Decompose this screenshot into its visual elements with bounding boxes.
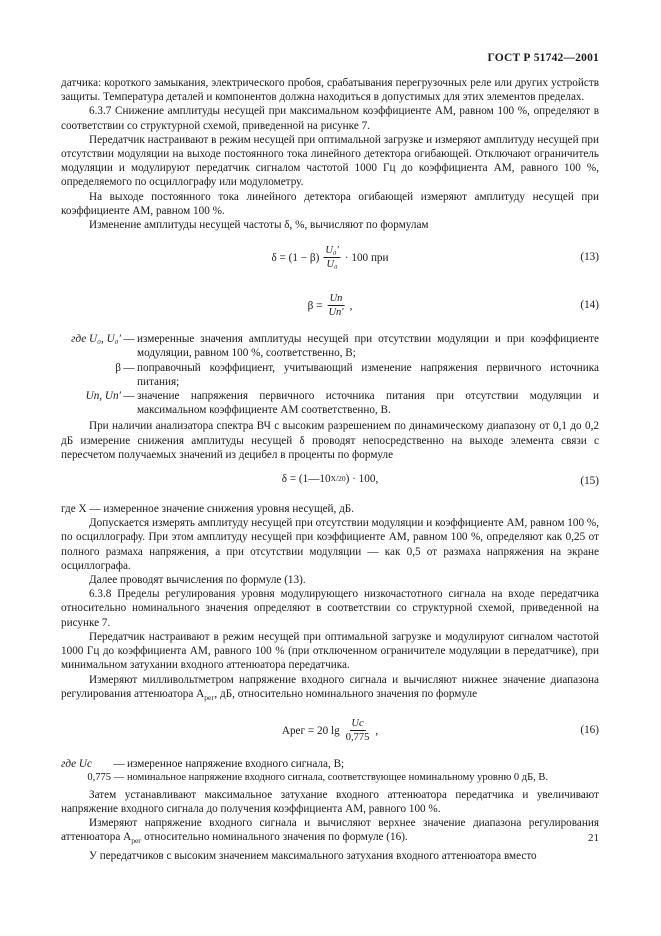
paragraph: У передатчиков с высоким значением максимального затухания входного аттенюатора вместо — [89, 849, 537, 862]
formula-16-denominator: 0,775 — [345, 732, 370, 744]
formula-14-number: (14) — [580, 299, 599, 312]
paragraph — [61, 673, 599, 706]
paragraph: Затем устанавливают максимальное затухание входного аттенюатора передатчика и увеличивают напряжение входного сигнала до получения коэффициента АМ, равного 100 %. — [61, 788, 599, 815]
dash: — — [113, 772, 125, 784]
definition-text: номинальное напряжение входного сигнала, соответствующее номинальному уровню 0 дБ, В. — [127, 772, 549, 784]
formula-16-lhs: Aрег = 20 lg — [281, 724, 340, 737]
paragraph: Изменение амплитуды несущей частоты δ, %, вычисляют по формулам — [89, 219, 429, 232]
formula-13-fraction — [323, 244, 341, 271]
definition-symbol: Uп, Uп′ — [85, 390, 121, 403]
definition-symbol: 0,775 — [87, 772, 111, 784]
formula-16-numerator: Uс — [351, 718, 364, 730]
formula-13-rhs: · 100 при — [344, 251, 389, 264]
paragraph-6-3-7: 6.3.7 Снижение амплитуды несущей при максимальном коэффициенте АМ, равном 100 %, определяют в соответствии со структурной схемой, приведенной на рисунке 7. — [61, 105, 599, 132]
paragraph: На выходе постоянного тока линейного детектора огибающей измеряют амплитуду несущей при коэффициенте АМ, равном 100 %. — [61, 190, 599, 217]
formula-13-numerator: U₀′ — [325, 245, 339, 257]
definitions-13 — [61, 332, 599, 417]
formula-15-exponent: X/20 — [330, 474, 346, 484]
formula-14-denominator: Uп′ — [328, 307, 344, 319]
paragraph: Далее проводят вычисления по формуле (13). — [89, 574, 306, 587]
definition-text: поправочный коэффициент, учитывающий изменение напряжения первичного источника питания; — [137, 361, 599, 388]
formula-13-number: (13) — [580, 251, 599, 264]
paragraph-6-3-8: 6.3.8 Пределы регулирования уровня модулирующего низкочастотного сигнала на входе передатчика относительно номинального значения определяют в соответствии со структурной схемой, приведенной на рисунке 7. — [61, 588, 599, 629]
paragraph: датчика: короткого замыкания, электрического пробоя, срабатывания перегрузочных реле или других устройств защиты. Температура деталей и компонентов должна находиться в допустимых для этих элементов пределах. — [61, 77, 599, 104]
definition-text: измеренные значения амплитуды несущей при отсутствии модуляции и при коэффициенте модуляции, равном 100 %, соответственно, В; — [137, 333, 599, 360]
definition-text: измеренное напряжение входного сигнала, В; — [127, 758, 345, 771]
paragraph-text: относительно номинального значения по формуле (16). — [141, 831, 408, 844]
dash: — — [113, 758, 125, 771]
formula-14-fraction — [326, 292, 345, 319]
definition-row — [61, 389, 599, 417]
paragraph: Передатчик настраивают в режим несущей при оптимальной загрузке и модулируют сигналом частотой 1000 Гц до коэффициента АМ, равного 100 % (при отключенном ограничителе модуляции в передатчике), при минимальном затухании входного аттенюатора передатчика. — [61, 630, 599, 672]
formula-14-numerator: Uп — [329, 293, 343, 305]
formula-16 — [61, 709, 599, 753]
subscript: рег — [131, 836, 142, 846]
paragraph: где X — измеренное значение снижения уровня несущей, дБ. — [61, 503, 355, 516]
formula-14-rhs: , — [349, 299, 353, 312]
page-body — [61, 76, 599, 863]
paragraph-text: Измеряют напряжение входного сигнала и вычисляют верхнее значение диапазона регулирования аттенюатора A — [61, 816, 599, 844]
formula-14 — [61, 284, 599, 328]
formula-13-denominator: U₀ — [326, 259, 338, 271]
formula-15-rest: ) · 100, — [345, 473, 379, 486]
definition-row — [61, 757, 599, 771]
dash: — — [123, 390, 135, 403]
page-number: 21 — [588, 832, 599, 844]
dash: — — [123, 361, 135, 374]
paragraph: При наличии анализатора спектра ВЧ с высоким разрешением по динамическому диапазону от 0,1 до 0,2 дБ измерение снижения амплитуды несущей δ проводят непосредственно на выходе элемента связи с пересчетом получаемых значений из децибел в проценты по формуле — [61, 420, 599, 461]
definition-row — [61, 771, 599, 785]
dash: — — [123, 333, 135, 346]
definition-symbol: где U₀, U₀′ — [71, 333, 121, 346]
formula-15 — [61, 466, 599, 498]
definition-text: значение напряжения первичного источника питания при отсутствии модуляции и максимальном коэффициенте АМ соответственно, В. — [137, 390, 599, 417]
standard-header: ГОСТ Р 51742—2001 — [487, 52, 599, 64]
formula-13-lhs: δ = (1 − β) — [271, 251, 320, 264]
formula-15-number: (15) — [580, 475, 599, 488]
paragraph-text: Измеряют милливольтметром напряжение входного сигнала и вычисляют нижнее значение диапазона регулирования аттенюатора A — [61, 673, 599, 700]
definitions-16 — [61, 757, 599, 785]
paragraph — [61, 816, 599, 849]
definition-row — [61, 332, 599, 360]
definition-row — [61, 361, 599, 389]
subscript: рег — [204, 692, 215, 702]
paragraph: Передатчик настраивают в режим несущей при оптимальной загрузке и измеряют амплитуду несущей при отсутствии модуляции на выходе постоянного тока линейного детектора огибающей. Отключают ограничитель модуляции и модулируют передатчик сигналом частотой 1000 Гц до коэффициента АМ, равного 100 %, определяемого по осциллографу или модулометру. — [61, 133, 599, 189]
formula-16-number: (16) — [580, 724, 599, 737]
definition-symbol: β — [115, 361, 121, 374]
paragraph-text: , дБ, относительно номинального значения по формуле — [214, 687, 478, 700]
formula-13 — [61, 236, 599, 280]
paragraph: Допускается измерять амплитуду несущей при отсутствии модуляции и коэффициенте АМ, равном 100 %, по осциллографу. При этом амплитуду несущей при коэффициенте АМ, равном 100 %, определяют как 0,25 от полного размаха напряжения, а при отсутствии модуляции — как 0,5 от размаха напряжения на экране осциллографа. — [61, 517, 599, 572]
definition-symbol: где Uс — [61, 758, 92, 771]
formula-14-lhs: β = — [307, 299, 323, 312]
formula-16-fraction — [344, 717, 372, 744]
formula-16-rhs: , — [375, 724, 379, 737]
formula-15-text: δ = (1—10 — [281, 473, 331, 486]
